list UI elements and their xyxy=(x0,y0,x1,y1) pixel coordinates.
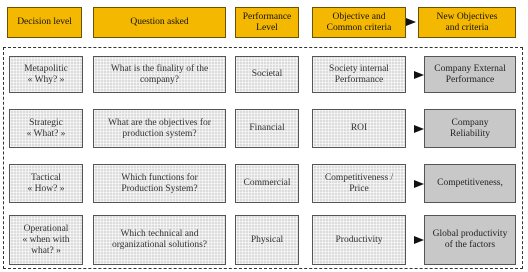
row1-new-objective: Company External Performance xyxy=(424,56,516,93)
header-performance-level: Performance Level xyxy=(235,7,299,38)
row3-performance-level: Commercial xyxy=(235,164,299,203)
row4-arrow xyxy=(414,235,424,245)
row1-performance-level: Societal xyxy=(235,56,299,93)
row1-arrow xyxy=(414,70,424,80)
row4-new-objective: Global productivity of the factors xyxy=(424,215,516,265)
row1-question: What is the finality of the company? xyxy=(93,56,226,93)
header-question-asked: Question asked xyxy=(93,7,226,38)
row4-performance-level: Physical xyxy=(235,215,299,265)
row4-objective: Productivity xyxy=(312,215,406,265)
header-arrow xyxy=(406,17,416,27)
row4-decision-level: Operational « when with what? » xyxy=(9,215,83,265)
row3-objective: Competitiveness / Price xyxy=(312,164,406,203)
row4-question: Which technical and organizational solutions? xyxy=(93,215,226,265)
row3-new-objective: Competitiveness, xyxy=(424,164,516,203)
row2-performance-level: Financial xyxy=(235,109,299,148)
header-decision-level: Decision level xyxy=(7,7,82,38)
row3-arrow xyxy=(414,179,424,189)
row2-decision-level: Strategic « What? » xyxy=(9,109,83,148)
header-objective-criteria: Objective and Common criteria xyxy=(312,7,406,38)
row3-decision-level: Tactical « How? » xyxy=(9,164,83,203)
header-new-objectives: New Objectives and criteria xyxy=(418,7,516,38)
row2-objective: ROI xyxy=(312,109,406,148)
row3-question: Which functions for Production System? xyxy=(93,164,226,203)
row1-objective: Society internal Performance xyxy=(312,56,406,93)
row2-question: What are the objectives for production system? xyxy=(93,109,226,148)
row2-new-objective: Company Reliability xyxy=(424,109,516,148)
row1-decision-level: Metapolitic « Why? » xyxy=(9,56,83,93)
row2-arrow xyxy=(414,124,424,134)
